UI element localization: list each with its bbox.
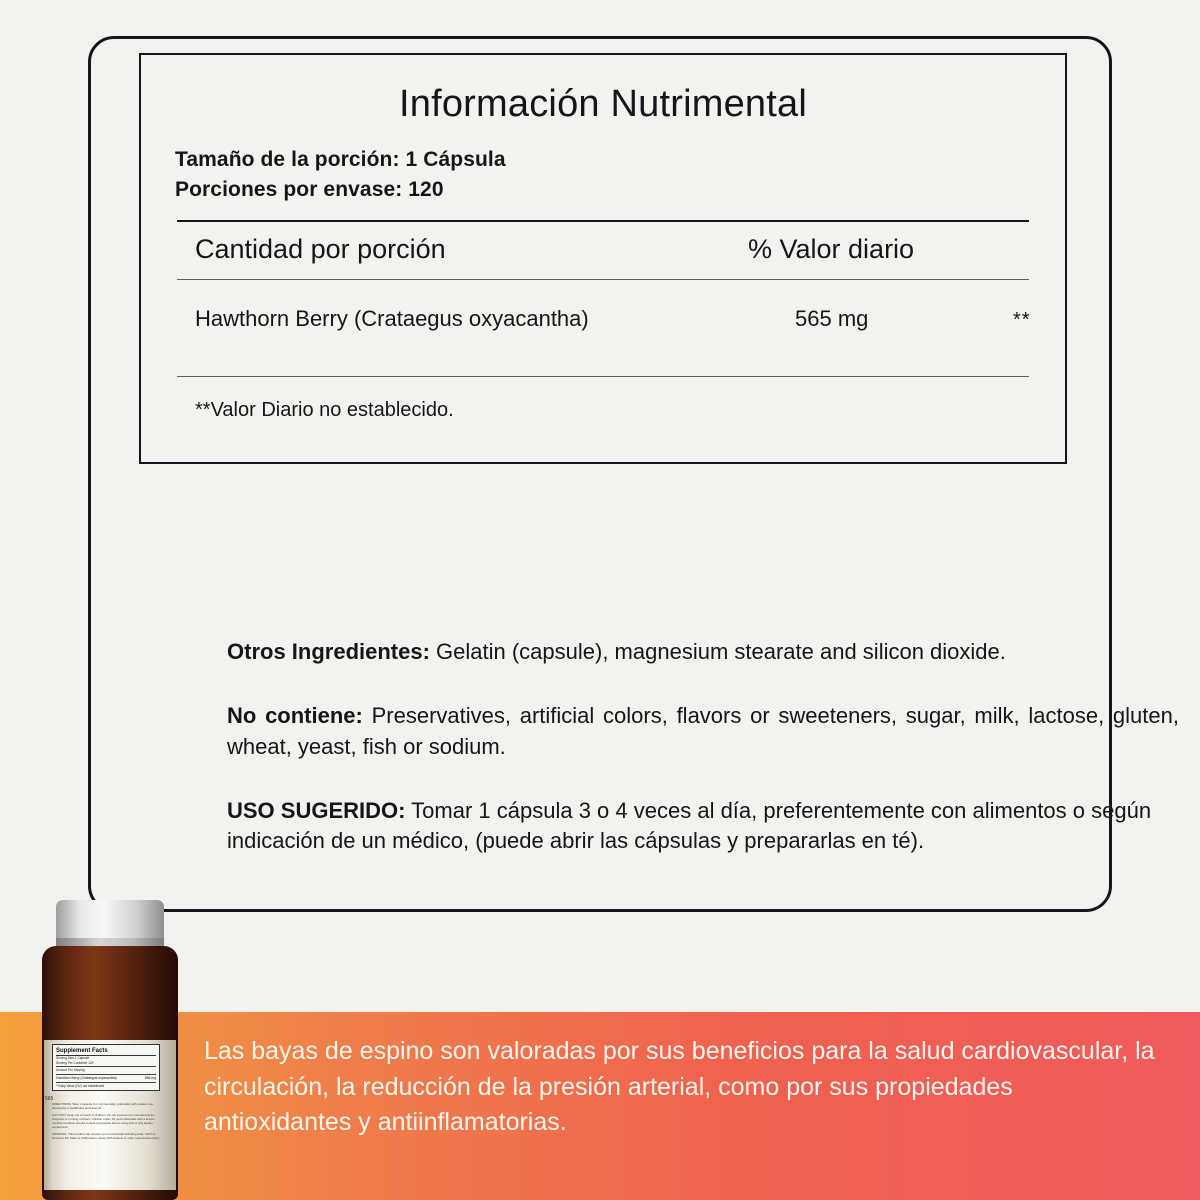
bottle-label-side-strip — [44, 1040, 52, 1190]
bottle-facts-row — [56, 1076, 156, 1081]
suggested-use-paragraph — [227, 796, 1179, 857]
ingredient-daily-value: ** — [1013, 309, 1031, 331]
bottle-facts-amount-header: Amount Per Serving — [56, 1068, 85, 1073]
product-bottle-image — [20, 900, 200, 1200]
other-ingredients-paragraph — [227, 637, 1179, 667]
bottle-facts-title: Supplement Facts — [56, 1047, 156, 1056]
bottle-caution-text: CAUTION: Keep out of reach of children. Do not exceed recommended dose. Pregnant or nursing mothers, children under 18, and individuals with a known medical condition should consult a physician before using this or any dietary supplement. — [52, 1113, 155, 1129]
suggested-use-label: USO SUGERIDO: — [227, 798, 406, 824]
free-of-text: Preservatives, artificial colors, flavors or sweeteners, sugar, milk, lactose, gluten, wheat, yeast, fish or sodium. — [227, 703, 1179, 759]
amount-per-serving-header: Cantidad por porción — [195, 234, 446, 264]
free-of-paragraph — [227, 701, 1179, 762]
bottle-facts-divider-1 — [56, 1066, 156, 1067]
bottle-cap — [56, 900, 164, 942]
nutrition-facts-box — [139, 53, 1067, 464]
bottle-supplement-facts-box — [52, 1044, 160, 1091]
facts-column-headers — [169, 222, 1037, 279]
daily-value-footnote: **Valor Diario no establecido. — [195, 399, 454, 421]
ingredient-amount: 565 mg — [795, 306, 869, 331]
benefits-banner-text: Las bayas de espino son valoradas por sus beneficios para la salud cardiovascular, la circulación, la reducción de la presión arterial, como por sus propiedades antioxidantes y antiinflamatorias. — [204, 1037, 1155, 1136]
bottle-label — [44, 1040, 176, 1190]
page-title: Información Nutrimental — [399, 83, 807, 125]
serving-size-line: Tamaño de la porción: 1 Cápsula — [175, 148, 506, 171]
other-ingredients-text: Gelatin (capsule), magnesium stearate and silicon dioxide. — [429, 639, 1006, 664]
ingredient-name: Hawthorn Berry (Crataegus oxyacantha) — [195, 306, 589, 331]
daily-value-header: % Valor diario — [748, 234, 915, 264]
bottle-label-body — [52, 1102, 164, 1143]
bottle-facts-row-name: Hawthorn Berry (Crataegus oxyacantha) — [56, 1075, 117, 1080]
bottle-facts-footnote: **Daily Value (DV) not established — [56, 1083, 105, 1088]
bottle-directions-text: DIRECTIONS: Take 1 capsule 3 or 4 times daily, preferably with meals or as directed by a healthcare professional. — [52, 1102, 153, 1110]
bottle-warning-text: WARNING: This product can expose you to chemicals including lead, which is known to the State of California to cause birth defects or other reproductive harm. — [52, 1132, 161, 1140]
suggested-use-text: Tomar 1 cápsula 3 o 4 veces al día, preferentemente con alimentos o según indicación de un médico, (puede abrir las cápsulas y prepararlas en té). — [227, 798, 1152, 854]
free-of-label: No contiene: — [227, 703, 363, 729]
bottle-facts-divider-3 — [56, 1082, 156, 1083]
bottle-facts-row-amount: 565 mg — [144, 1075, 156, 1080]
bottle-facts-servings: Serving Per Container 120 — [56, 1060, 94, 1065]
bottle-facts-serving-size: Serving Size 1 Capsule — [56, 1056, 90, 1060]
servings-per-container-line: Porciones por envase: 120 — [175, 178, 444, 201]
other-ingredients-label: Otros Ingredientes: — [227, 639, 430, 664]
label-body-text — [227, 637, 1179, 857]
supplement-facts-panel — [88, 36, 1179, 912]
bottle-label-side-number: 565 — [45, 1096, 54, 1102]
table-row — [169, 280, 1037, 376]
bottle-facts-divider-2 — [56, 1074, 156, 1075]
